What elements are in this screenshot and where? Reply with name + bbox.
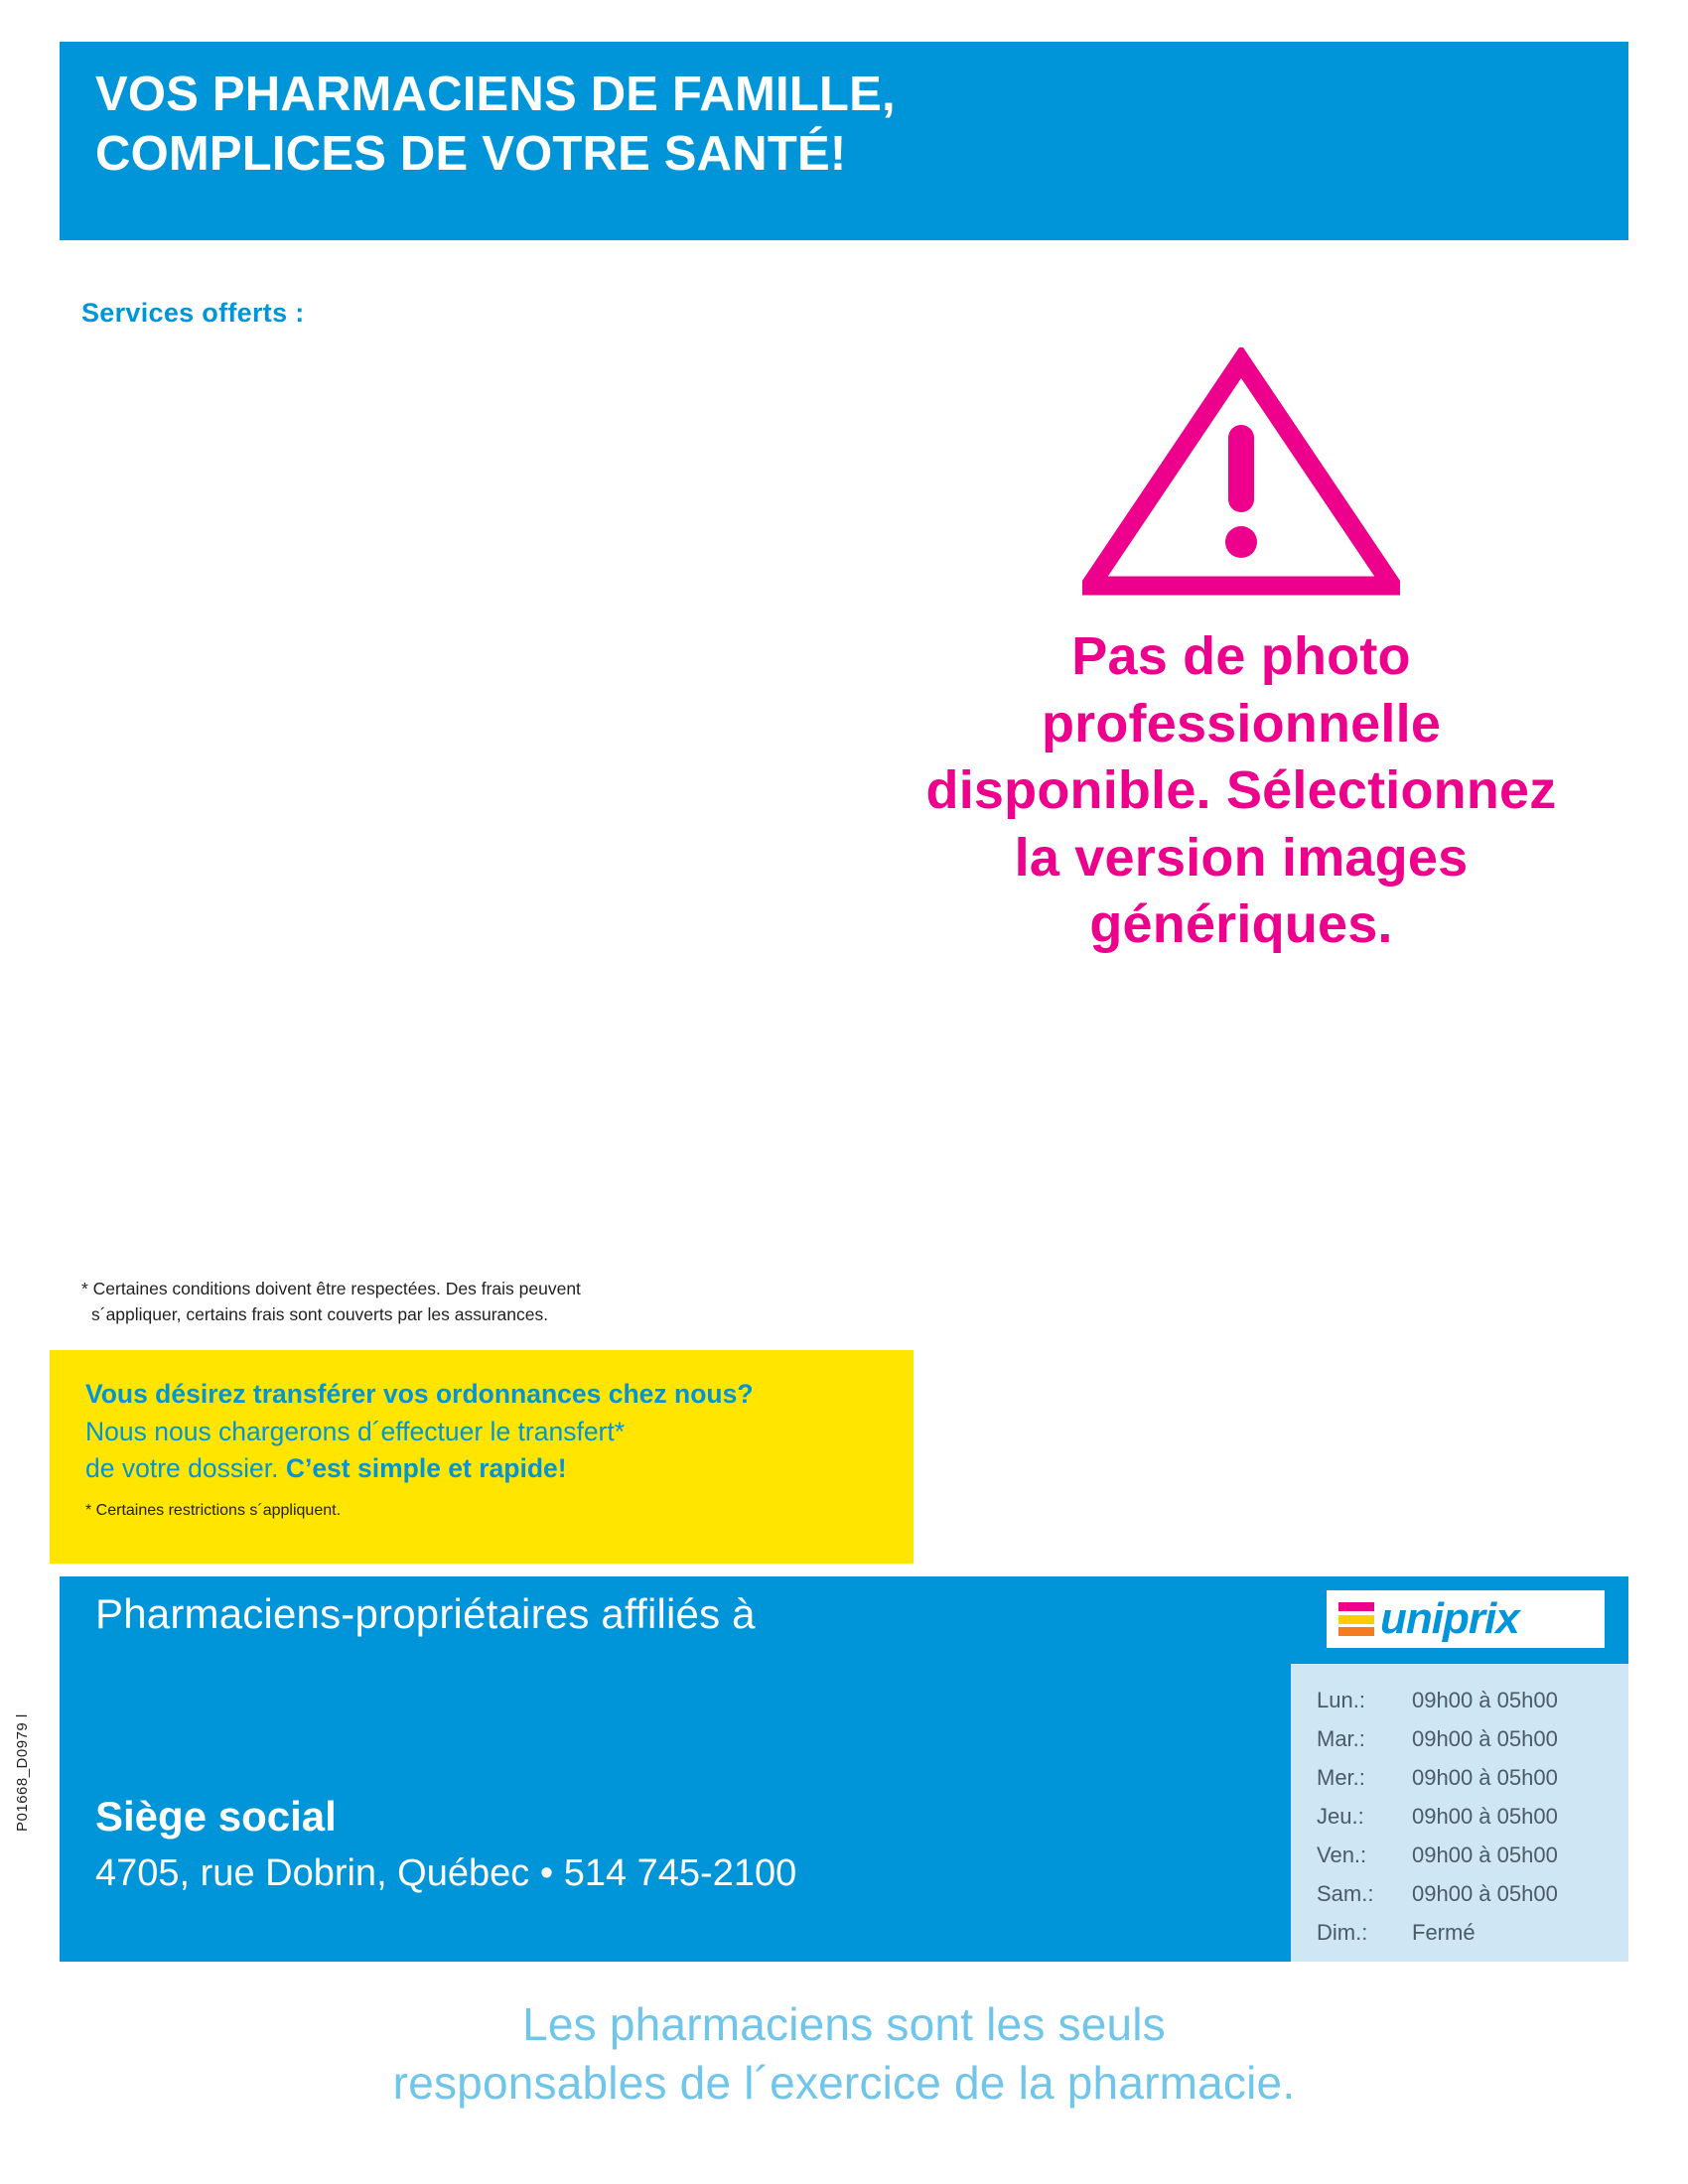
transfer-line3: [85, 1450, 914, 1488]
hours-value: Fermé: [1412, 1920, 1476, 1945]
store-name: Siège social: [95, 1793, 337, 1840]
affiliation-bar: [60, 1576, 1628, 1664]
transfer-line3-emphasis: C’est simple et rapide!: [285, 1453, 567, 1484]
hours-row: [1317, 1690, 1628, 1711]
uniprix-wordmark: uniprix: [1380, 1594, 1519, 1643]
uniprix-bars-icon: [1338, 1602, 1374, 1636]
store-info-block: [60, 1664, 1628, 1962]
hours-day: Sam.:: [1317, 1881, 1374, 1906]
hours-day: Mar.:: [1317, 1726, 1365, 1751]
uniprix-logo: [1327, 1590, 1605, 1648]
services-offered-label: Services offerts :: [81, 298, 305, 328]
hours-row: [1317, 1883, 1628, 1905]
hours-row: [1317, 1767, 1628, 1789]
affiliation-text: Pharmaciens-propriétaires affiliés à: [95, 1590, 756, 1637]
header-title-line1: VOS PHARMACIENS DE FAMILLE,: [95, 68, 896, 121]
hours-row: [1317, 1922, 1628, 1944]
hours-day: Dim.:: [1317, 1920, 1368, 1945]
warning-triangle-icon: [1082, 347, 1400, 596]
hours-row: [1317, 1844, 1628, 1866]
hours-day: Mer.:: [1317, 1765, 1365, 1790]
legal-disclaimer-line2: responsables de l´exercice de la pharmacie.: [392, 2056, 1296, 2109]
hours-row: [1317, 1728, 1628, 1750]
hours-value: 09h00 à 05h00: [1412, 1843, 1558, 1867]
opening-hours-panel: [1291, 1664, 1628, 1962]
services-footnote: [81, 1276, 776, 1328]
transfer-line2: Nous nous chargerons d´effectuer le transfert*: [85, 1416, 626, 1446]
photo-placeholder-block: [923, 347, 1559, 959]
header-title-line2: COMPLICES DE VOTRE SANTÉ!: [95, 126, 847, 181]
hours-day: Ven.:: [1317, 1843, 1367, 1867]
header-banner: [60, 42, 1628, 240]
services-footnote-line1: * Certaines conditions doivent être respectées. Des frais peuvent: [81, 1279, 581, 1298]
transfer-restrictions-note: * Certaines restrictions s´appliquent.: [85, 1501, 342, 1519]
photo-placeholder-text: Pas de photo professionnelle disponible. Sélectionnez la version images génériques.: [925, 626, 1557, 954]
store-address: 4705, rue Dobrin, Québec • 514 745-2100: [95, 1852, 797, 1894]
transfer-prescriptions-box: [50, 1350, 914, 1564]
services-footnote-line2: s´appliquer, certains frais sont couverts par les assurances.: [91, 1304, 549, 1325]
hours-day: Jeu.:: [1317, 1804, 1364, 1829]
transfer-headline: Vous désirez transférer vos ordonnances chez nous?: [85, 1379, 754, 1409]
transfer-line3-prefix: de votre dossier.: [85, 1453, 286, 1484]
hours-value: 09h00 à 05h00: [1412, 1881, 1558, 1906]
legal-disclaimer-line1: Les pharmaciens sont les seuls: [522, 1998, 1166, 2050]
hours-value: 09h00 à 05h00: [1412, 1688, 1558, 1712]
hours-value: 09h00 à 05h00: [1412, 1765, 1558, 1790]
hours-day: Lun.:: [1317, 1688, 1365, 1712]
hours-row: [1317, 1806, 1628, 1828]
hours-value: 09h00 à 05h00: [1412, 1804, 1558, 1829]
hours-value: 09h00 à 05h00: [1412, 1726, 1558, 1751]
legal-disclaimer: [0, 1995, 1688, 2113]
print-code: P01668_D0979 l: [14, 1713, 31, 1832]
